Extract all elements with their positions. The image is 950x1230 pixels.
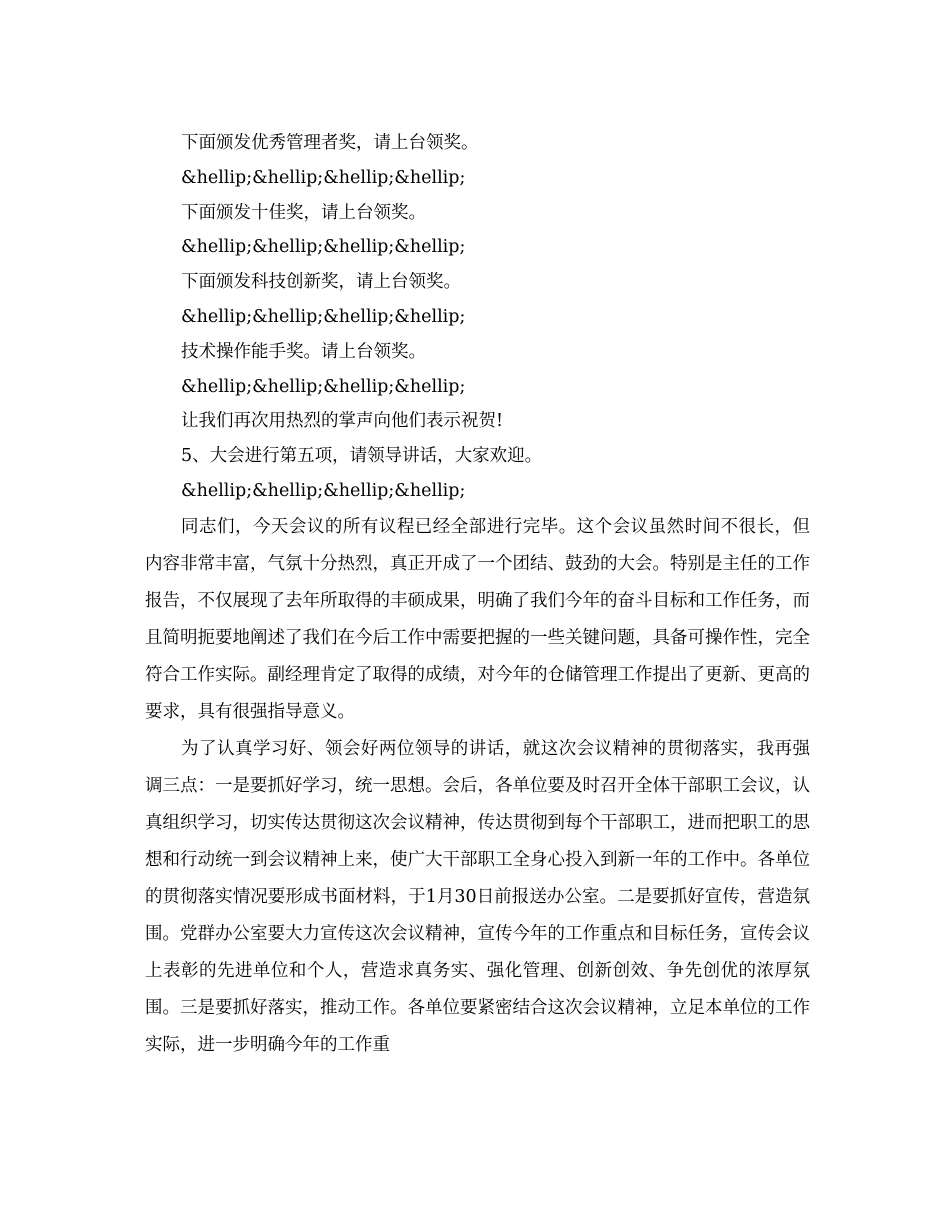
closing-paragraph-three-points: 为了认真学习好、领会好两位领导的讲话，就这次会议精神的贯彻落实，我再强调三点：一是要抓好学习，统一思想。会后，各单位要及时召开全体干部职工会议，认真组织学习，切实传达贯彻这次会议精神，传达贯彻到每个干部职工，进而把职工的思想和行动统一到会议精神上来，使广大干部职工全身心投入到新一年的工作中。各单位的贯彻落实情况要形成书面材料，于1月30日前报送办公室。二是要抓好宣传，营造氛围。党群办公室要大力宣传这次会议精神，宣传今年的工作重点和目标任务，宣传会议上表彰的先进单位和个人，营造求真务实、强化管理、创新创效、争先创优的浓厚氛围。三是要抓好落实，推动工作。各单位要紧密结合这次会议精神，立足本单位的工作实际，进一步明确今年的工作重 (145, 738, 810, 1055)
agenda-item-five: 5、大会进行第五项，请领导讲话，大家欢迎。 (181, 446, 543, 467)
applause-line: 让我们再次用热烈的掌声向他们表示祝贺! (181, 411, 504, 432)
closing-paragraph-summary: 同志们，今天会议的所有议程已经全部进行完毕。这个会议虽然时间不很长，但内容非常丰富，气氛十分热烈，真正开成了一个团结、鼓劲的大会。特别是主任的工作报告，不仅展现了去年所取得的丰硕成果，明确了我们今年的奋斗目标和工作任务，而且简明扼要地阐述了我们在今后工作中需要把握的一些关键问题，具备可操作性，完全符合工作实际。副经理肯定了取得的成绩，对今年的仓储管理工作提出了更新、更高的要求，具有很强指导意义。 (145, 516, 810, 722)
award-line-technical-skill: 技术操作能手奖。请上台领奖。 (181, 341, 426, 362)
ellipsis-line: &hellip;&hellip;&hellip;&hellip; (181, 306, 466, 327)
award-line-excellent-manager: 下面颁发优秀管理者奖，请上台领奖。 (181, 133, 479, 153)
ellipsis-line: &hellip;&hellip;&hellip;&hellip; (181, 167, 466, 188)
document-body (145, 126, 810, 1064)
ellipsis-line: &hellip;&hellip;&hellip;&hellip; (181, 237, 466, 258)
ellipsis-line: &hellip;&hellip;&hellip;&hellip; (181, 480, 466, 501)
award-line-top-ten: 下面颁发十佳奖，请上台领奖。 (181, 202, 426, 223)
ellipsis-line: &hellip;&hellip;&hellip;&hellip; (181, 376, 466, 397)
award-line-tech-innovation: 下面颁发科技创新奖，请上台领奖。 (181, 272, 461, 293)
